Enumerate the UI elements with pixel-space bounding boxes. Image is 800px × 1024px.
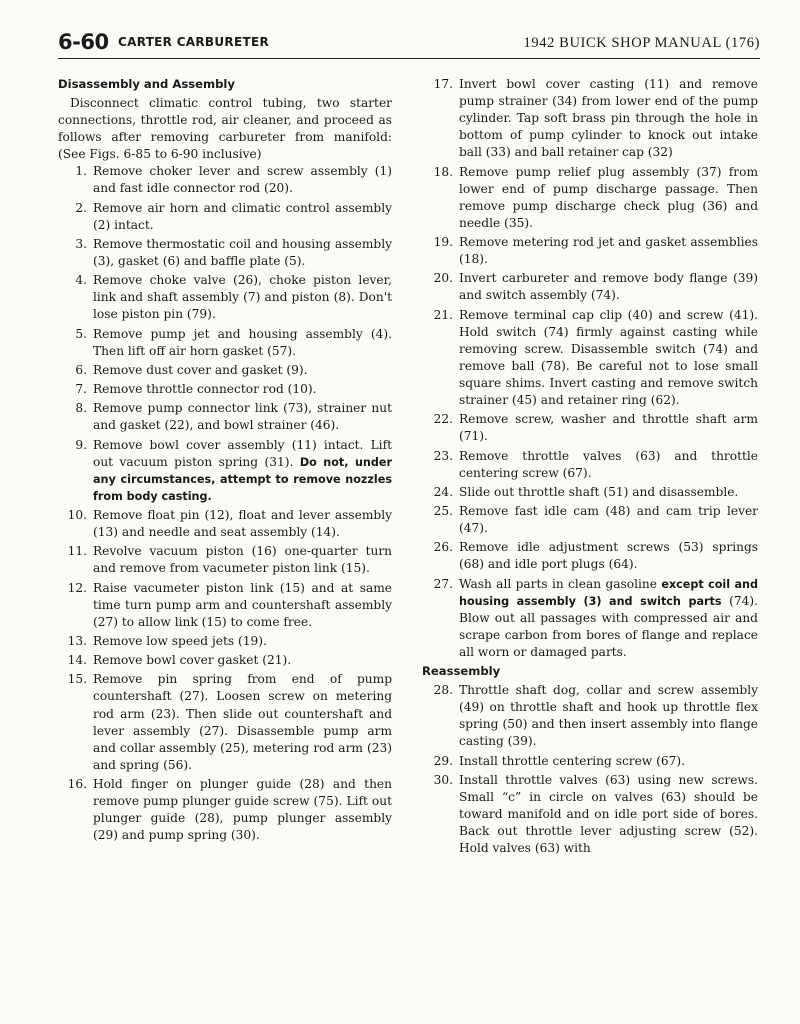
step-item bbox=[58, 776, 392, 844]
step-item bbox=[422, 234, 758, 268]
step-number: 6. bbox=[75, 362, 87, 377]
step-text-part: Remove throttle valves (63) and throttle centering screw (67). bbox=[459, 448, 758, 480]
step-number: 20. bbox=[433, 271, 453, 286]
step-item bbox=[422, 576, 758, 661]
step-item bbox=[58, 543, 392, 577]
step-number: 13. bbox=[67, 633, 87, 648]
step-number: 10. bbox=[67, 508, 87, 522]
step-text bbox=[93, 671, 392, 774]
step-text bbox=[93, 163, 392, 197]
step-item bbox=[422, 539, 758, 573]
step-text-part: Slide out throttle shaft (51) and disassemble. bbox=[459, 484, 739, 499]
step-item bbox=[58, 671, 392, 774]
step-text bbox=[93, 437, 392, 505]
step-number: 8. bbox=[75, 401, 87, 416]
step-text bbox=[459, 484, 758, 501]
step-text bbox=[93, 326, 392, 360]
section-title: CARTER CARBURETER bbox=[118, 35, 269, 49]
manual-title: 1942 BUICK SHOP MANUAL (176) bbox=[523, 35, 760, 51]
step-number: 5. bbox=[75, 326, 87, 341]
step-text bbox=[93, 362, 392, 379]
step-text-part: Remove low speed jets (19). bbox=[93, 633, 267, 648]
step-text-part: Throttle shaft dog, collar and screw assembly (49) on throttle shaft and hook up throttle flex spring (50) and then insert assembly into flange casting (39). bbox=[459, 683, 758, 749]
right-column bbox=[422, 76, 758, 859]
step-item bbox=[422, 164, 758, 232]
step-text bbox=[459, 234, 758, 268]
step-number: 21. bbox=[433, 307, 453, 322]
disassembly-steps-continued bbox=[422, 76, 758, 661]
step-text-part: Wash all parts in clean gasoline bbox=[459, 576, 657, 591]
step-item bbox=[422, 682, 758, 750]
step-item bbox=[58, 580, 392, 631]
step-text-part: Install throttle centering screw (67). bbox=[459, 753, 686, 768]
step-item bbox=[422, 76, 758, 161]
step-number: 30. bbox=[433, 772, 453, 787]
step-item bbox=[422, 484, 758, 501]
step-item bbox=[422, 270, 758, 304]
step-text-part: Remove pump jet and housing assembly (4). Then lift off air horn gasket (57). bbox=[93, 326, 392, 358]
step-number: 14. bbox=[67, 653, 87, 668]
step-text-part: (74). Blow out all passages with compressed air and scrape carbon from bores of flange and replace all worn or damaged parts. bbox=[459, 593, 758, 659]
step-item bbox=[422, 772, 758, 857]
step-text-part: Remove screw, washer and throttle shaft arm (71). bbox=[459, 412, 758, 444]
step-number: 29. bbox=[433, 753, 453, 768]
left-column bbox=[58, 76, 392, 846]
step-text bbox=[93, 236, 392, 270]
step-text bbox=[93, 776, 392, 844]
step-text-part: Remove pin spring from end of pump countershaft (27). Loosen screw on metering rod arm (23). Then slide out countershaft and lever assembly (27). Disassemble pump arm and collar assembly (25), metering rod arm (23) and spring (56). bbox=[93, 672, 392, 772]
step-text-part: Invert bowl cover casting (11) and remove pump strainer (34) from lower end of the pump cylinder. Tap soft brass pin through the hole in bottom of pump cylinder to knock out intake ball (33) and ball retainer cap (32) bbox=[459, 77, 758, 160]
step-number: 22. bbox=[433, 412, 453, 427]
step-text-part: Invert carbureter and remove body flange (39) and switch assembly (74). bbox=[459, 271, 758, 303]
step-number: 7. bbox=[75, 382, 87, 397]
page-number: 6-60 bbox=[58, 30, 109, 54]
step-text bbox=[459, 270, 758, 304]
step-text bbox=[459, 164, 758, 232]
step-text-part: Remove pump relief plug assembly (37) from lower end of pump discharge passage. Then remove pump discharge check plug (36) and needle (35). bbox=[459, 164, 758, 230]
step-text-part: Remove float pin (12), float and lever assembly (13) and needle and seat assembly (14). bbox=[93, 508, 392, 540]
step-number: 11. bbox=[67, 544, 87, 559]
step-text bbox=[93, 381, 392, 398]
step-number: 15. bbox=[67, 672, 87, 687]
step-item bbox=[58, 400, 392, 434]
step-item bbox=[58, 633, 392, 650]
step-item bbox=[58, 163, 392, 197]
step-text bbox=[459, 772, 758, 857]
step-text bbox=[93, 543, 392, 577]
step-number: 12. bbox=[67, 580, 87, 595]
step-number: 9. bbox=[75, 437, 87, 452]
step-number: 16. bbox=[67, 776, 87, 791]
step-warning-bold: except coil and housing assembly (3) and switch parts bbox=[459, 577, 758, 608]
step-number: 3. bbox=[75, 236, 87, 251]
step-text-part: Hold finger on plunger guide (28) and then remove pump plunger guide screw (75). Lift out plunger guide (28), pump plunger assembly (29) and pump spring (30). bbox=[93, 776, 392, 843]
step-number: 25. bbox=[433, 504, 453, 518]
step-number: 17. bbox=[433, 77, 453, 91]
step-item bbox=[58, 326, 392, 360]
step-text-part: Install throttle valves (63) using new screws. Small “c” in circle on valves (63) should be toward manifold and on idle port side of bores. Back out throttle lever adjusting screw (52). Hold valves (63) with bbox=[459, 772, 758, 856]
step-text-part: Raise vacumeter piston link (15) and at same time turn pump arm and countershaft assembly (27) to allow link (15) to come free. bbox=[93, 580, 392, 629]
step-text bbox=[93, 200, 392, 234]
page-header bbox=[58, 30, 760, 59]
step-text bbox=[459, 539, 758, 573]
step-text bbox=[93, 652, 392, 669]
step-number: 27. bbox=[433, 576, 453, 591]
step-warning-bold: Do not, under any circumstances, attempt to remove nozzles from body casting. bbox=[93, 455, 392, 503]
step-item bbox=[422, 503, 758, 537]
step-text bbox=[93, 272, 392, 323]
step-text-part: Remove air horn and climatic control assembly (2) intact. bbox=[93, 200, 392, 232]
step-number: 4. bbox=[75, 273, 87, 288]
step-item bbox=[58, 437, 392, 505]
step-number: 26. bbox=[433, 540, 453, 555]
step-text-part: Remove choke valve (26), choke piston lever, link and shaft assembly (7) and piston (8). Don't lose piston pin (79). bbox=[93, 273, 392, 322]
step-text-part: Remove fast idle cam (48) and cam trip lever (47). bbox=[459, 504, 758, 536]
step-item bbox=[422, 307, 758, 410]
step-item bbox=[58, 236, 392, 270]
step-item bbox=[58, 200, 392, 234]
step-text-part: Remove terminal cap clip (40) and screw (41). Hold switch (74) firmly against casting while removing screw. Disassemble switch (74) and remove ball (78). Be careful not to lose small square shims. Invert casting and remove switch strainer (45) and retainer ring (62). bbox=[459, 307, 758, 408]
step-text-part: Remove bowl cover assembly (11) intact. Lift out vacuum piston spring (31). bbox=[93, 437, 392, 469]
step-text-part: Remove pump connector link (73), strainer nut and gasket (22), and bowl strainer (46). bbox=[93, 401, 392, 433]
step-text bbox=[459, 448, 758, 482]
step-text bbox=[459, 411, 758, 445]
step-text-part: Remove metering rod jet and gasket assemblies (18). bbox=[459, 235, 758, 267]
step-text-part: Remove throttle connector rod (10). bbox=[93, 382, 317, 397]
step-number: 23. bbox=[433, 448, 453, 463]
step-text bbox=[459, 503, 758, 537]
step-text bbox=[93, 507, 392, 541]
reassembly-steps bbox=[422, 682, 758, 857]
step-number: 28. bbox=[433, 683, 453, 698]
step-text-part: Remove bowl cover gasket (21). bbox=[93, 653, 292, 668]
step-text bbox=[459, 76, 758, 161]
intro-paragraph: Disconnect climatic control tubing, two starter connections, throttle rod, air cleaner, and proceed as follows after removing carbureter from manifold: (See Figs. 6-85 to 6-90 inclusive) bbox=[58, 96, 392, 162]
step-text bbox=[93, 580, 392, 631]
step-item bbox=[422, 448, 758, 482]
step-number: 24. bbox=[433, 484, 453, 499]
step-text-part: Remove choker lever and screw assembly (1) and fast idle connector rod (20). bbox=[93, 164, 392, 196]
step-number: 1. bbox=[75, 164, 87, 179]
step-text-part: Remove idle adjustment screws (53) springs (68) and idle port plugs (64). bbox=[459, 540, 758, 572]
step-number: 2. bbox=[75, 200, 87, 215]
step-text-part: Remove dust cover and gasket (9). bbox=[93, 362, 308, 377]
step-item bbox=[422, 411, 758, 445]
step-item bbox=[58, 507, 392, 541]
disassembly-steps bbox=[58, 163, 392, 844]
step-text bbox=[459, 682, 758, 750]
step-text bbox=[459, 576, 758, 661]
step-text bbox=[459, 307, 758, 410]
step-item bbox=[422, 753, 758, 770]
step-number: 18. bbox=[433, 164, 453, 179]
step-text bbox=[93, 633, 392, 650]
step-item bbox=[58, 362, 392, 379]
step-number: 19. bbox=[433, 235, 453, 250]
step-text bbox=[93, 400, 392, 434]
step-item bbox=[58, 381, 392, 398]
step-text-part: Revolve vacuum piston (16) one-quarter turn and remove from vacumeter piston link (15). bbox=[93, 544, 392, 576]
step-text-part: Remove thermostatic coil and housing assembly (3), gasket (6) and baffle plate (5). bbox=[93, 236, 392, 269]
step-item bbox=[58, 272, 392, 323]
step-item bbox=[58, 652, 392, 669]
step-text bbox=[459, 753, 758, 770]
reassembly-heading: Reassembly bbox=[422, 664, 501, 679]
disassembly-heading: Disassembly and Assembly bbox=[58, 77, 235, 91]
